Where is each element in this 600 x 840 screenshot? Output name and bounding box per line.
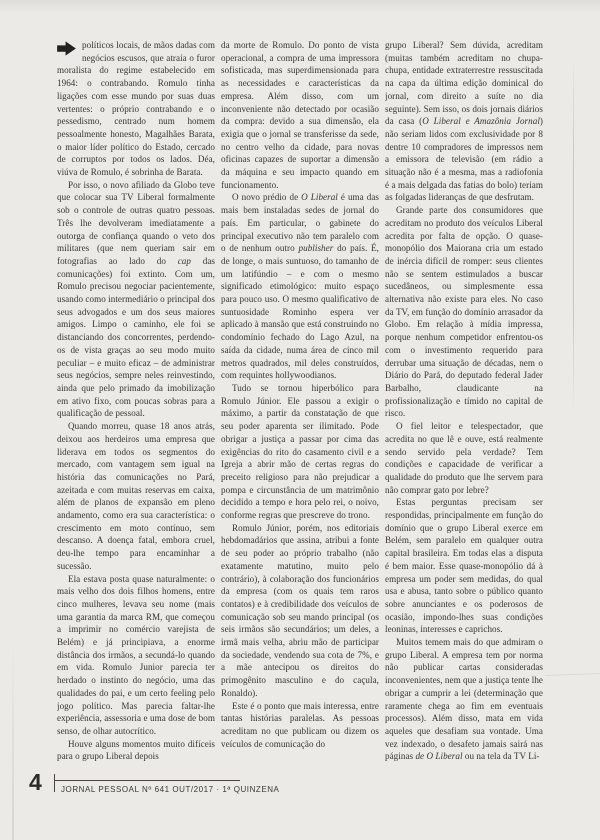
- text-column-2: [221, 39, 379, 763]
- article-body: [57, 39, 543, 763]
- paragraph: Ela estava posta quase naturalmente: o mais velho dos dois filhos homens, entre cinco mulheres, levava seu nome (mais uma garantia da marca RM, que começou a imprimir no comércio varejista de Belém) e já principiava, a enorme distância dos irmãos, a secundá-lo quando em vida. Romulo Junior parecia ter herdado o instinto do negócio, uma das qualidades do pai, e um certo feeling pelo jogo político. Mas parecia faltar-lhe experiência, assessoria e uma dose de bom senso, de olhar autocrítico.: [57, 573, 215, 736]
- page-number: 4: [29, 769, 42, 795]
- paragraph: Houve alguns momentos muito difíceis para o grupo Liberal depois: [57, 738, 215, 762]
- scan-edge-line-left: [12, 640, 14, 840]
- paragraph: Muitos temem mais do que admiram o grupo Liberal. A empresa tem por norma não publicar cartas consideradas inconvenientes, nem que a justiça tente lhe obrigar a cumprir a lei (determinação que raramente chega ao fim em eventuais processos). Além disso, mata em vida aqueles que desafiam sua vontade. Uma vez indexado, o desafeto jamais sairá nas páginas de O Liberal ou na tela da TV Li-: [385, 637, 543, 762]
- footer-rule: [54, 780, 240, 781]
- footer-tick-divider: [54, 774, 55, 792]
- paragraph: Grande parte dos consumidores que acreditam no produto dos veículos Liberal acredita por falta de opção. O quase-monopólio dos Maiorana cria um estado de inércia difícil de romper: seus clientes não se sentem estimulados a buscar sucedâneos, ou simplesmente essa alternativa não existe para eles. No caso da TV, em função do domínio arrasador da Globo. Em relação à mídia impressa, porque nenhum competidor enfrentou-os com o investimento requerido para derrubar uma situação de décadas, nem o Diário do Pará, do deputado federal Jader Barbalho, claudicante na profissionalização e tímido no capital de risco.: [385, 205, 543, 419]
- paragraph: Tudo se tornou hiperbólico para Romulo Júnior. Ele passou a exigir o máximo, a partir da constatação de que seu poder aparenta ser ilimitado. Pode obrigar a justiça a passar por cima das exigências do rito do casamento civil e a Igreja a abrir mão de certas regras do preceito religioso para não prejudicar a pompa e circunstância de um matrimônio decidido a tempo e hora pelo rei, o noivo, conforme regras que prescreve do trono.: [221, 382, 379, 521]
- paragraph: políticos locais, de mãos dadas com negócios escusos, que atraía o furor moralista do regime estabelecido em 1964: o contrabando. Romulo tinha ligações com esse mundo por suas duas vertentes: o próprio contrabando e o pessedismo, centrado num homem pessoalmente honesto, Magalhães Barata, o maior líder político do Estado, cercado de corruptos por todos os lados. Déa, viúva de Romulo, é sobrinha de Barata.: [57, 40, 215, 178]
- paragraph: Este é o ponto que mais interessa, entre tantas histórias paralelas. As pessoas acreditam no que publicam ou dizem os veículos de comunicação do: [221, 700, 379, 749]
- paragraph: da morte de Romulo. Do ponto de vista operacional, a compra de uma impressora sofisticada, mas superdimensionada para as necessidades e características da empresa. Além disso, com um inconveniente não detectado por ocasião da compra: devido a sua dimensão, ela exigia que o jornal se transferisse da sede, no centro velho da cidade, para novas oficinas capazes de suportar a dimensão da máquina e seu impacto quando em funcionamento.: [221, 40, 379, 190]
- paragraph: Romulo Júnior, porém, nos editoriais hebdomadários que assina, atribui a fonte de seu poder ao próprio trabalho (não exatamente matutino, muito pelo contrário), à colaboração dos funcionários da empresa (com os quais tem raros contatos) e à credibilidade dos veículos de comunicação sob seu mando principal (os seis irmãos são secundários; um deles, a irmã mais velha, abriu mão de participar da sociedade, vendendo sua cota de 7%, e a mãe antecipou os direitos do primogênito masculino e do caçula, Ronaldo).: [221, 522, 379, 698]
- scan-edge-shadow-top: [0, 0, 600, 14]
- text-column-1: [57, 39, 215, 763]
- paragraph: O novo prédio de O Liberal é uma das mais bem instaladas sedes de jornal do país. Em particular, o gabinete do principal executivo não tem paralelo com o de nenhum outro publisher do país. É, de longe, o mais suntuoso, do tamanho de um latifúndio – e com o mesmo significado etimológico: muito espaço para pouco uso. O mesmo qualificativo de suntuosidade Rominho espera ver aplicado à mansão que está construindo no condomínio fechado do Lago Azul, na saída da cidade, numa área de cinco mil metros quadrados, mil deles construídos, com requintes hollywoodianos.: [221, 192, 379, 381]
- continuation-arrow-icon: [57, 41, 76, 56]
- scan-artifact-line: [545, 673, 600, 676]
- text-column-3: [385, 39, 543, 763]
- paragraph: Por isso, o novo afiliado da Globo teve que colocar sua TV Liberal formalmente sob o controle de outras quatro pessoas. Três lhe devolveram imediatamente a outorga de confiança quando o veto dos militares (que nem queriam sair em fotografias ao lado do cap das comunicações) foi extinto. Com um, Romulo precisou negociar pacientemente, usando como intermediário o principal dos seus advogados e um dos seus maiores amigos. Limpo o caminho, ele foi se distanciando dos concorrentes, perdendo-os de vista graças ao seu modo muito peculiar – e muito eficaz – de administrar seus negócios, sempre neles reinvestindo, ainda que pelo primado da imobilização em ativo fixo, com poucas sobras para a qualificação de pessoal.: [57, 179, 215, 419]
- scan-edge-line-right: [573, 55, 574, 415]
- paragraph: Estas perguntas precisam ser respondidas, principalmente em função do domínio que o grupo Liberal exerce em Belém, sem paralelo em qualquer outra capital brasileira. Em todas elas a disputa é bem maior. Esse quase-monopólio dá à empresa um poder sem medidas, do qual usa e abusa, tanto sobre o público quanto sobre anunciantes e os poderosos de ocasião, impondo-lhes suas condições leoninas, interesses e caprichos.: [385, 497, 543, 635]
- journal-issue-line: JORNAL PESSOAL Nº 641 OUT/2017 · 1ª QUINZENA: [61, 785, 280, 794]
- paragraph: grupo Liberal? Sem dúvida, acreditam (muitas também acreditam no chupa-chupa, entidade extraterrestre ressuscitada na capa da última edição dominical do jornal, com direito a suíte no dia seguinte). Sem isso, os dois jornais diários da casa (O Liberal e Amazônia Jornal) não seriam lidos com exclusividade por 8 dentre 10 compradores de impressos nem a emissora de televisão (em rádio a situação não é a mesma, mas a radiofonia é a mais delgada das fatias do bolo) teriam as folgadas lideranças de que desfrutam.: [385, 40, 543, 203]
- paragraph: O fiel leitor e telespectador, que acredita no que lê e ouve, está realmente sendo servido pela verdade? Tem condições e capacidade de verificar a qualidade do produto que lhe servem para não comprar gato por lebre?: [385, 421, 543, 495]
- paragraph: Quando morreu, quase 18 anos atrás, deixou aos herdeiros uma empresa que liderava em todos os segmentos do mercado, com vantagem sem igual na história das comunicações no Pará, azeitada e com muitas reservas em caixa, além de planos de expansão em pleno andamento, como era sua característica: o crescimento em moto contínuo, sem descanso. A doença fatal, embora cruel, deu-lhe tempo para encaminhar a sucessão.: [57, 421, 215, 571]
